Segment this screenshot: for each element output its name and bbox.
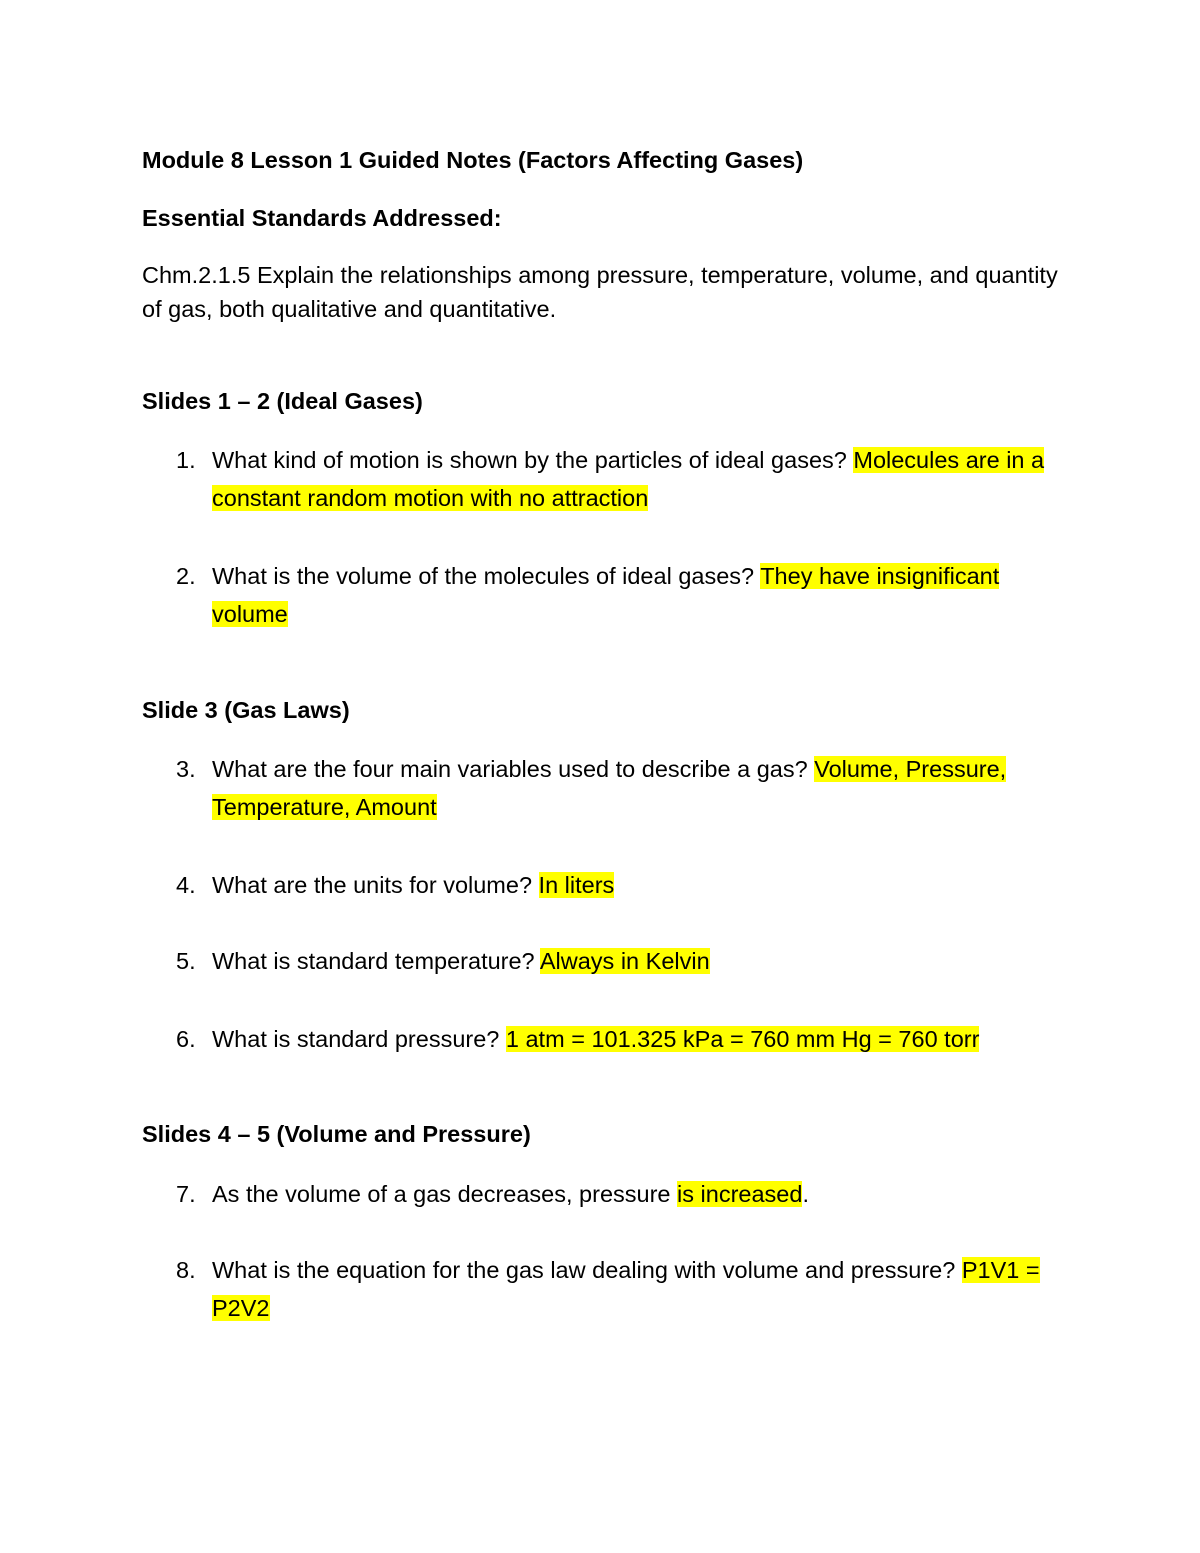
question-item (176, 750, 1076, 826)
question-item (176, 441, 1076, 517)
question-item (176, 1175, 1076, 1213)
question-body (212, 1020, 1062, 1058)
answer-highlight: In liters (538, 872, 615, 898)
section-heading-gas-laws: Slide 3 (Gas Laws) (142, 697, 350, 723)
question-body (212, 557, 1062, 633)
question-number: 7. (176, 1181, 196, 1207)
question-item (176, 1251, 1076, 1327)
question-body (212, 441, 1062, 517)
question-text: What is the volume of the molecules of ideal gases? (212, 563, 761, 589)
answer-highlight: P1V1 = P2V2 (212, 1257, 1040, 1321)
question-body (212, 1251, 1062, 1327)
question-text: What is the equation for the gas law dealing with volume and pressure? (212, 1257, 962, 1283)
question-item (176, 1020, 1076, 1058)
question-text: What are the units for volume? (212, 872, 539, 898)
question-text: As the volume of a gas decreases, pressure (212, 1181, 678, 1207)
standards-heading: Essential Standards Addressed: (142, 205, 502, 231)
question-text: What is standard temperature? (212, 948, 540, 974)
question-number: 4. (176, 872, 196, 898)
question-item (176, 942, 1076, 980)
standard-text: Chm.2.1.5 Explain the relationships among pressure, temperature, volume, and quantity of gas, both qualitative and quantitative. (142, 262, 1058, 322)
question-body (212, 866, 1062, 904)
question-number: 1. (176, 447, 196, 473)
document-title: Module 8 Lesson 1 Guided Notes (Factors Affecting Gases) (142, 147, 804, 173)
question-suffix: . (802, 1181, 809, 1207)
answer-highlight: They have insignificant volume (212, 563, 1000, 627)
answer-highlight: 1 atm = 101.325 kPa = 760 mm Hg = 760 torr (505, 1026, 980, 1052)
question-item (176, 866, 1076, 904)
question-number: 6. (176, 1026, 196, 1052)
answer-highlight: is increased (677, 1181, 803, 1207)
question-number: 3. (176, 756, 196, 782)
answer-highlight: Molecules are in a constant random motion with no attraction (212, 447, 1045, 511)
question-body (212, 942, 1062, 980)
question-number: 8. (176, 1257, 196, 1283)
answer-highlight: Volume, Pressure, Temperature, Amount (212, 756, 1007, 820)
question-text: What is standard pressure? (212, 1026, 506, 1052)
question-text: What kind of motion is shown by the particles of ideal gases? (212, 447, 854, 473)
question-number: 5. (176, 948, 196, 974)
question-item (176, 557, 1076, 633)
answer-highlight: Always in Kelvin (539, 948, 710, 974)
section-heading-ideal-gases: Slides 1 – 2 (Ideal Gases) (142, 388, 423, 414)
question-text: What are the four main variables used to describe a gas? (212, 756, 815, 782)
question-body (212, 1175, 1062, 1213)
section-heading-volume-pressure: Slides 4 – 5 (Volume and Pressure) (142, 1121, 531, 1147)
question-body (212, 750, 1062, 826)
question-number: 2. (176, 563, 196, 589)
